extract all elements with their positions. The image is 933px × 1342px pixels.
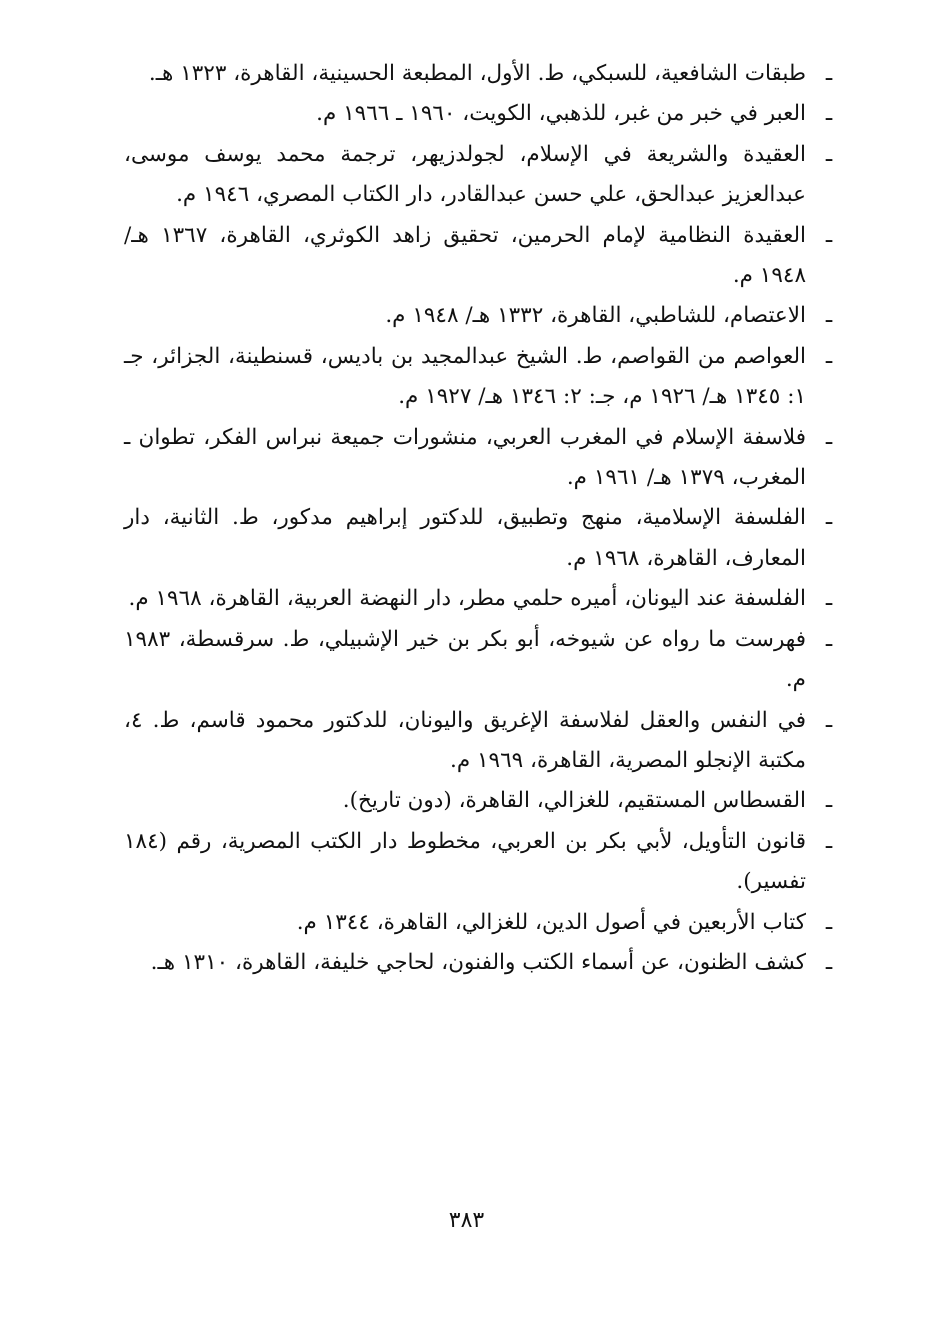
entry-dash: ـ	[825, 626, 833, 652]
entry-dash: ـ	[825, 828, 833, 854]
entry-dash: ـ	[825, 788, 833, 814]
entry-dash: ـ	[825, 61, 833, 86]
entry-text: الفلسفة عند اليونان، أميره حلمي مطر، دار النهضة العربية، القاهرة، ١٩٦٨ م.	[128, 586, 806, 612]
bibliography-entry	[124, 620, 842, 701]
entry-dash: ـ	[825, 586, 833, 612]
bibliography-entry	[124, 701, 842, 782]
bibliography-entry	[124, 296, 842, 336]
entry-text: القسطاس المستقيم، للغزالي، القاهرة، (دون تاريخ).	[342, 788, 806, 814]
entry-dash: ـ	[825, 424, 833, 450]
bibliography-entry	[124, 54, 842, 94]
bibliography-entry	[124, 418, 842, 499]
entry-text: الفلسفة الإسلامية، منهج وتطبيق، للدكتور إبراهيم مدكور، ط. الثانية، دار المعارف، القاهرة، ١٩٦٨ م.	[124, 505, 806, 571]
bibliography-entry	[124, 822, 842, 903]
entry-dash: ـ	[825, 909, 833, 935]
bibliography-entry	[124, 579, 842, 619]
entry-text: فلاسفة الإسلام في المغرب العربي، منشورات جميعة نبراس الفكر، تطوان ـ المغرب، ١٣٧٩ هـ/ ١٩٦١ م.	[124, 424, 806, 491]
entry-text: في النفس والعقل لفلاسفة الإغريق واليونان، للدكتور محمود قاسم، ط. ٤، مكتبة الإنجلو المصرية، القاهرة، ١٩٦٩ م.	[124, 707, 806, 773]
bibliography-entry	[124, 903, 842, 943]
entry-dash: ـ	[825, 101, 833, 127]
bibliography-entry	[124, 94, 842, 134]
entry-text: العواصم من القواصم، ط. الشيخ عبدالمجيد بن باديس، قسنطينة، الجزائر، جـ ١: ١٣٤٥ هـ/ ١٩٢٦ م، جـ: ٢: ١٣٤٦ هـ/ ١٩٢٧ م.	[124, 343, 806, 410]
entry-dash: ـ	[825, 303, 833, 329]
page-number: ٣٨٣	[448, 1208, 485, 1233]
entry-text: العقيدة النظامية لإمام الحرمين، تحقيق زاهد الكوثري، القاهرة، ١٣٦٧ هـ/ ١٩٤٨ م.	[124, 222, 806, 289]
entry-text: طبقات الشافعية، للسبكي، ط. الأول، المطبعة الحسينية، القاهرة، ١٣٢٣ هـ.	[148, 61, 806, 86]
bibliography-entry	[124, 498, 842, 579]
entry-text: العقيدة والشريعة في الإسلام، لجولدزيهر، ترجمة محمد يوسف موسى، عبدالعزيز عبدالحق، علي حسن عبدالقادر، دار الكتاب المصري، ١٩٤٦ م.	[124, 141, 806, 208]
bibliography-entry	[124, 216, 842, 297]
entry-dash: ـ	[825, 141, 833, 167]
bibliography-entry	[124, 337, 842, 418]
bibliography-entry	[124, 135, 842, 216]
entry-dash: ـ	[825, 505, 833, 531]
entry-text: قانون التأويل، لأبي بكر بن العربي، مخطوط دار الكتب المصرية، رقم (١٨٤ تفسير).	[124, 828, 806, 895]
entry-dash: ـ	[825, 222, 833, 248]
bibliography-list	[124, 54, 842, 983]
entry-dash: ـ	[825, 949, 833, 975]
entry-dash: ـ	[825, 343, 833, 369]
entry-dash: ـ	[825, 707, 833, 733]
entry-text: كتاب الأربعين في أصول الدين، للغزالي، القاهرة، ١٣٤٤ م.	[296, 909, 806, 935]
bibliography-entry	[124, 781, 842, 821]
entry-text: الاعتصام، للشاطبي، القاهرة، ١٣٣٢ هـ/ ١٩٤٨ م.	[385, 303, 806, 329]
entry-text: العبر في خبر من غبر، للذهبي، الكويت، ١٩٦٠ ـ ١٩٦٦ م.	[316, 101, 806, 127]
bibliography-entry	[124, 943, 842, 983]
entry-text: كشف الظنون، عن أسماء الكتب والفنون، لحاجي خليفة، القاهرة، ١٣١٠ هـ.	[150, 949, 806, 975]
entry-text: فهرست ما رواه عن شيوخه، أبو بكر بن خير الإشبيلي، ط. سرقسطة، ١٩٨٣ م.	[124, 626, 806, 693]
